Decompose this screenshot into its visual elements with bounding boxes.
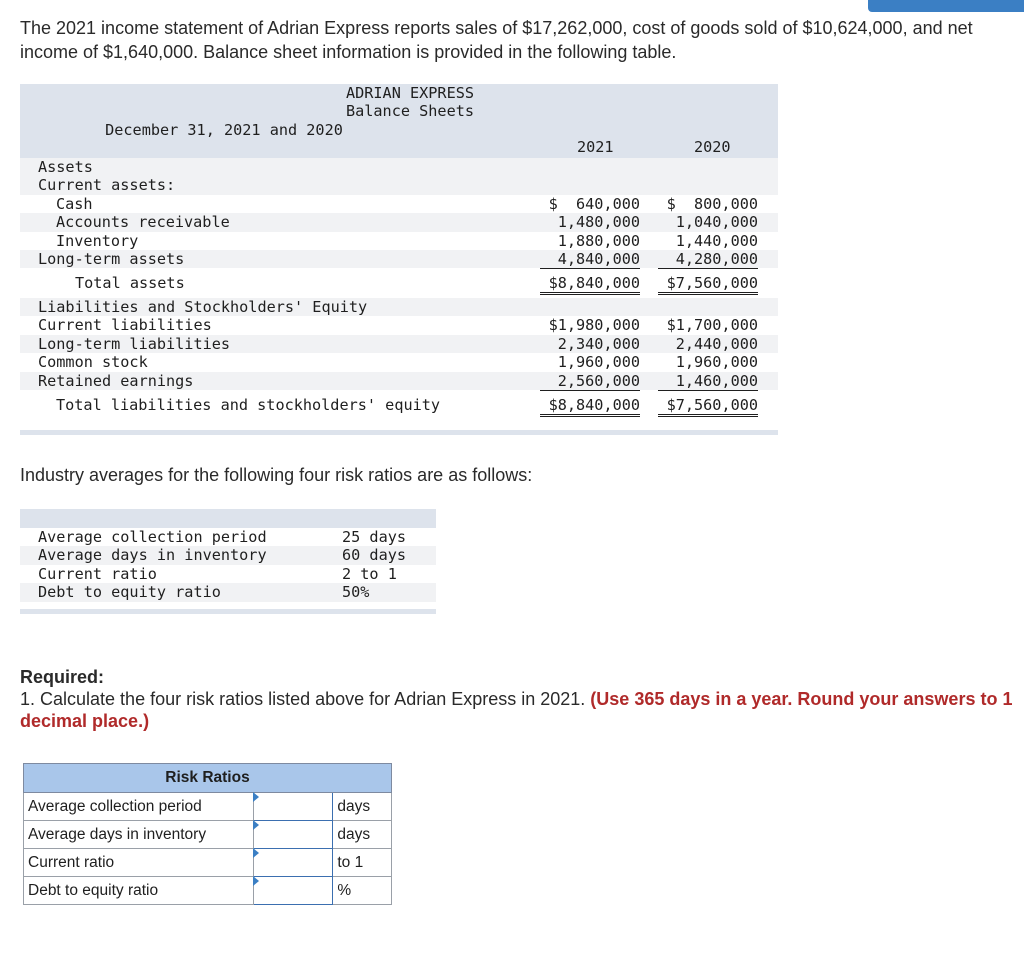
lta-2021: 4,840,000 <box>540 250 640 269</box>
required-title: Required: <box>20 667 105 687</box>
total-assets-2020: $7,560,000 <box>658 274 758 295</box>
cash-row <box>20 195 778 213</box>
ratio-label: Average collection period <box>24 793 254 821</box>
industry-row <box>20 528 436 546</box>
industry-label: Average collection period <box>38 528 267 546</box>
year-2021-header: 2021 <box>577 138 614 156</box>
risk-ratios-table <box>23 763 392 905</box>
ar-row <box>20 213 778 231</box>
required-section <box>20 666 1024 732</box>
top-right-button[interactable] <box>868 0 1024 12</box>
statement-date: December 31, 2021 and 2020 <box>105 120 343 139</box>
balance-sheet-footer <box>20 430 778 435</box>
balance-sheet-header <box>20 84 778 160</box>
year-2020-header: 2020 <box>694 138 731 156</box>
required-instruction: (Use 365 days in a year. Round your answers to 1 decimal place.) <box>20 689 1013 731</box>
cash-label: Cash <box>56 194 93 213</box>
ratio-label: Average days in inventory <box>24 821 254 849</box>
cash-2020: $ 800,000 <box>666 194 758 213</box>
collection-period-input[interactable] <box>254 793 332 820</box>
table-row <box>24 877 392 905</box>
assets-row <box>20 158 778 176</box>
inventory-2021: 1,880,000 <box>557 231 640 250</box>
inventory-row <box>20 232 778 250</box>
industry-value: 2 to 1 <box>342 564 397 583</box>
re-label: Retained earnings <box>38 371 194 390</box>
debt-equity-input[interactable] <box>254 877 332 904</box>
ratio-label: Debt to equity ratio <box>24 877 254 905</box>
required-text: 1. Calculate the four risk ratios listed above for Adrian Express in 2021. <box>20 689 591 709</box>
industry-table-header <box>20 509 436 528</box>
balance-sheet <box>20 84 778 434</box>
current-ratio-input[interactable] <box>254 849 332 876</box>
ltl-label: Long-term liabilities <box>38 334 231 353</box>
flag-icon <box>253 820 259 830</box>
current-assets-row <box>20 176 778 194</box>
ar-label: Accounts receivable <box>56 213 230 232</box>
cs-2021: 1,960,000 <box>557 353 640 372</box>
flag-icon <box>253 876 259 886</box>
answer-cell[interactable] <box>254 877 333 905</box>
ltl-2020: 2,440,000 <box>675 334 758 353</box>
industry-row <box>20 583 436 601</box>
unit-label: to 1 <box>333 849 392 877</box>
inventory-label: Inventory <box>56 231 139 250</box>
liabilities-header-row <box>20 298 778 316</box>
answer-cell[interactable] <box>254 793 333 821</box>
re-2020: 1,460,000 <box>658 372 758 391</box>
ltl-row <box>20 335 778 353</box>
days-inventory-input[interactable] <box>254 821 332 848</box>
industry-value: 60 days <box>342 546 407 565</box>
industry-label: Current ratio <box>38 564 157 583</box>
lta-row <box>20 250 778 268</box>
problem-intro: The 2021 income statement of Adrian Express reports sales of $17,262,000, cost of goods sold of $10,624,000, and net income of $1,640,000. Balance sheet information is provided in the following table. <box>20 18 973 62</box>
total-le-label: Total liabilities and stockholders' equity <box>56 396 441 414</box>
flag-icon <box>253 848 259 858</box>
ar-2021: 1,480,000 <box>557 213 640 232</box>
ratio-label: Current ratio <box>24 849 254 877</box>
total-le-2021: $8,840,000 <box>540 396 640 417</box>
total-assets-2021: $8,840,000 <box>540 274 640 295</box>
current-assets-label: Current assets: <box>38 176 176 195</box>
industry-intro: Industry averages for the following four risk ratios are as follows: <box>20 465 533 485</box>
cs-row <box>20 353 778 371</box>
total-assets-label: Total assets <box>75 274 185 292</box>
lta-label: Long-term assets <box>38 250 185 268</box>
unit-label: % <box>333 877 392 905</box>
industry-table-footer <box>20 609 436 614</box>
re-row <box>20 372 778 390</box>
table-row <box>24 849 392 877</box>
ar-2020: 1,040,000 <box>675 213 758 232</box>
cs-2020: 1,960,000 <box>675 353 758 372</box>
industry-value: 25 days <box>342 528 407 546</box>
total-le-row <box>20 396 778 414</box>
risk-ratios-header: Risk Ratios <box>24 764 392 793</box>
cl-2021: $1,980,000 <box>548 316 640 335</box>
industry-averages-table <box>20 509 436 615</box>
table-row <box>24 821 392 849</box>
answer-cell[interactable] <box>254 821 333 849</box>
industry-value: 50% <box>342 583 370 602</box>
cash-2021: $ 640,000 <box>548 194 640 213</box>
assets-label: Assets <box>38 158 93 176</box>
unit-label: days <box>333 793 392 821</box>
re-2021: 2,560,000 <box>540 372 640 391</box>
inventory-2020: 1,440,000 <box>675 231 758 250</box>
total-le-2020: $7,560,000 <box>658 396 758 417</box>
cl-label: Current liabilities <box>38 316 212 335</box>
cs-label: Common stock <box>38 353 148 372</box>
industry-row <box>20 546 436 564</box>
company-name: ADRIAN EXPRESS <box>345 84 474 102</box>
lta-2020: 4,280,000 <box>658 250 758 269</box>
cl-2020: $1,700,000 <box>666 316 758 335</box>
industry-row <box>20 565 436 583</box>
liabilities-header-label: Liabilities and Stockholders' Equity <box>38 298 368 316</box>
unit-label: days <box>333 821 392 849</box>
flag-icon <box>253 792 259 802</box>
answer-cell[interactable] <box>254 849 333 877</box>
cl-row <box>20 316 778 334</box>
table-row <box>24 793 392 821</box>
total-assets-row <box>20 274 778 292</box>
ltl-2021: 2,340,000 <box>557 334 640 353</box>
industry-label: Average days in inventory <box>38 546 267 565</box>
industry-label: Debt to equity ratio <box>38 583 221 602</box>
statement-name: Balance Sheets <box>345 102 474 121</box>
